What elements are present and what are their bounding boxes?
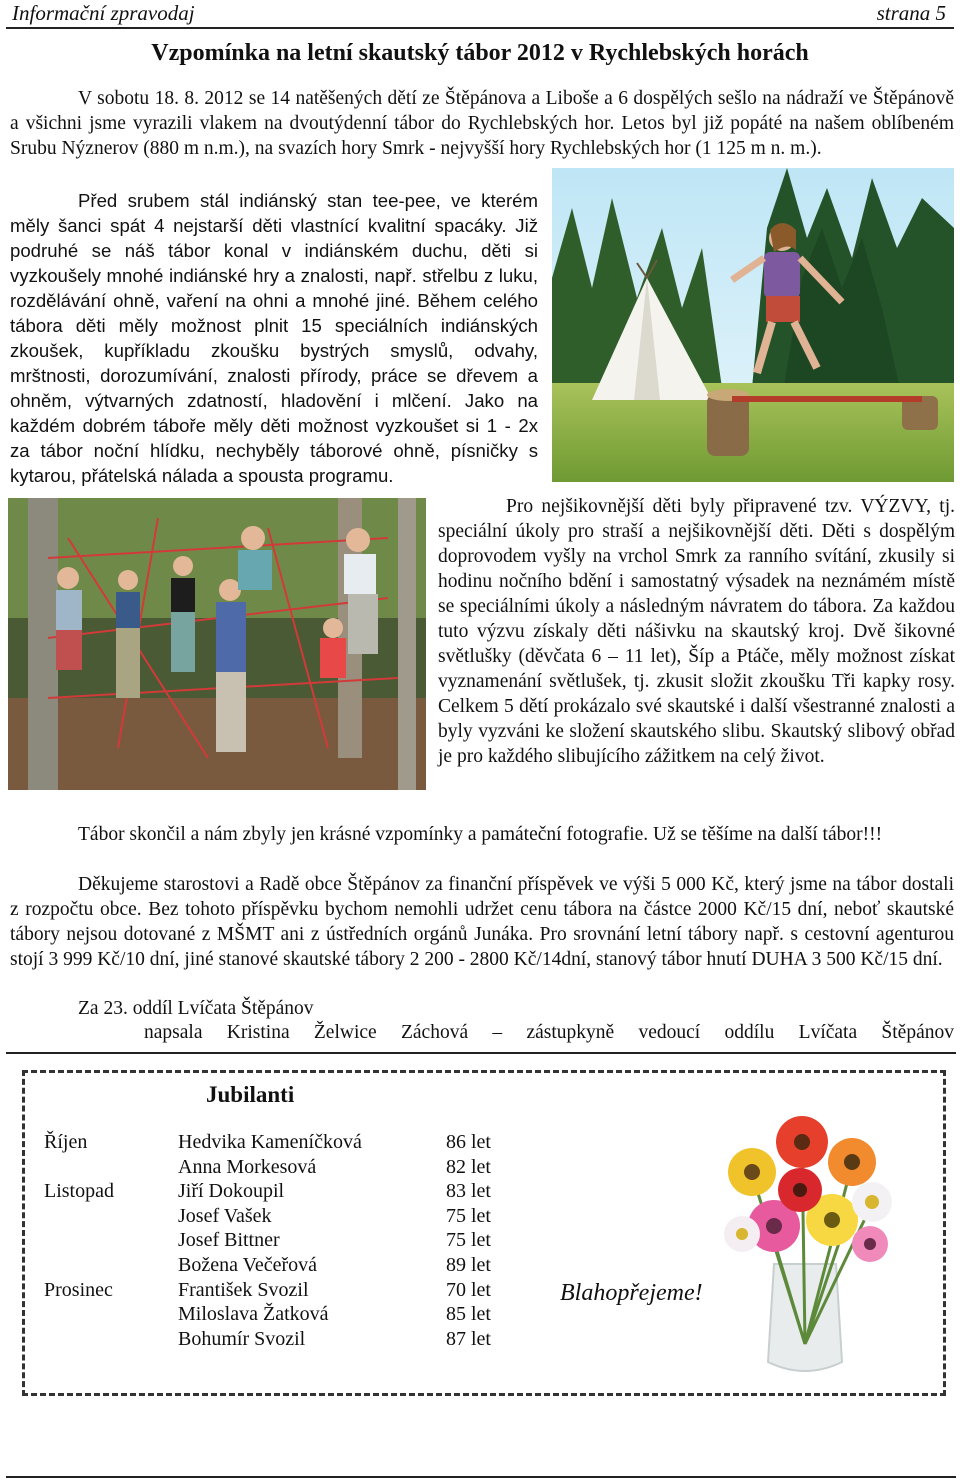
jubilant-age: 85 let [446, 1303, 491, 1326]
section-rule-bottom [6, 1476, 956, 1478]
jubilanti-title: Jubilanti [206, 1082, 295, 1107]
paragraph-challenges: Pro nejšikovnější děti byly připravené tzv. VÝZVY, tj. speciální úkoly pro straší a nejšikovnější děti. Děti s dospělým doprovodem vyšly na vrchol Smrk za ranního svítání, zkusily si hodinu nočního bdění i samostatný výsadek na neznámém místě se speciálními úkoly a následným návratem do tábora. Za každou tuto výzvu získaly děti nášivku na skautský kroj. Dvě šikovné světlušky (děvčata 6 – 11 let), Šíp a Ptáče, měly možnost získat vyznamenání světlušek, tj. zkusit složit zkoušku Tři kapky rosy. Celkem 5 dětí prokázalo své skautské i další všestranné znalosti a byly vyzváni ke složení skautského slibu. Skautský slibový obřad je pro každého slibujícího zážitkem na celý život. [438, 496, 955, 767]
header-rule [6, 27, 954, 29]
photo-teepee-image [552, 168, 954, 482]
jubilant-age: 86 let [446, 1131, 491, 1153]
section-rule-top [6, 1052, 956, 1054]
jubilant-age: 82 let [446, 1155, 491, 1178]
paragraph-intro [10, 86, 954, 161]
page-header [0, 0, 960, 30]
publication-name: Informační zpravodaj [12, 1, 195, 25]
jubilant-name: Josef Vašek [178, 1204, 272, 1227]
photo-children-net-image [8, 498, 426, 790]
jubilant-age: 75 let [446, 1204, 491, 1227]
jubilant-name: Božena Večeřová [178, 1253, 318, 1276]
jubilant-name: František Svozil [178, 1278, 309, 1301]
jubilant-name: Jiří Dokoupil [178, 1180, 285, 1203]
jubilant-age: 87 let [446, 1327, 491, 1350]
signature-author: napsala Kristina Želwice Záchová – zástupkyně vedoucí oddílu Lvíčata Štěpánov [144, 1022, 954, 1043]
jubilant-name: Bohumír Svozil [178, 1327, 306, 1350]
jubilant-age: 75 let [446, 1229, 491, 1252]
jubilant-age: 83 let [446, 1180, 491, 1203]
jubilant-month: Listopad [44, 1180, 114, 1203]
photo-children-net [8, 498, 426, 790]
article-title: Vzpomínka na letní skautský tábor 2012 v Rychlebských horách [151, 40, 809, 66]
photo-teepee [552, 168, 954, 482]
paragraph-ending: Tábor skončil a nám zbyly jen krásné vzpomínky a památeční fotografie. Už se těšíme na další tábor!!! [78, 824, 883, 845]
flower-bouquet-image [712, 1094, 898, 1380]
gerbera-vase-icon [712, 1094, 898, 1380]
jubilant-name: Anna Morkesová [178, 1155, 317, 1178]
jubilant-name: Hedvika Kameníčková [178, 1131, 362, 1153]
jubilant-age: 70 let [446, 1278, 491, 1301]
jubilant-name: Josef Bittner [178, 1229, 280, 1252]
paragraph-thanks: Děkujeme starostovi a Radě obce Štěpánov za finanční příspěvek ve výši 5 000 Kč, který jsme na tábor dostali z rozpočtu obce. Bez tohoto příspěvku bychom nemohli udržet cenu tábora na částce 2000 Kč/15 dní, neboť skautské tábory nejsou dotované z MŠMT ani z ústředních orgánů Junáka. Pro srovnání letní tábory např. s cestovní agenturou stojí 3 999 Kč/10 dní, jiné stanové skautské tábory 2 200 - 2800 Kč/14dní, stanový tábor hnutí DUHA 3 500 Kč/15 dní. [10, 874, 954, 970]
jubilant-age: 89 let [446, 1253, 491, 1276]
signature-unit: Za 23. oddíl Lvíčata Štěpánov [78, 998, 314, 1019]
jubilant-month: Říjen [44, 1131, 88, 1153]
paragraph-teepee: Před srubem stál indiánský stan tee-pee, ve kterém měly šanci spát 4 nejstarší děti vlastnící kvalitní spacáky. Již podruhé se náš tábor konal v indiánském duchu, děti si vyzkoušely mnohé indiánské hry a znalosti, např. střelbu z luku, rozdělávání ohně, vaření na ohni a mnohé jiné. Během celého tábora děti měly možnost plnit 15 speciálních indiánských zkoušek, kupříkladu zkoušku bystrých smyslů, odvahy, mrštnosti, dorozumívání, znalosti přírody, práce se dřevem a ohněm, výtvarných zdatností, hladovění i mlčení. Jako na každém dobrém táboře měly děti možnost vyzkoušet si 1 - 2x za tábor noční hlídku, nechyběly táborové ohně, písničky s kytarou, přátelská nálada a spousta programu. [10, 190, 538, 486]
jubilant-month: Prosinec [44, 1278, 113, 1301]
page-number: strana 5 [876, 1, 946, 25]
greeting-text: Blahopřejeme! [560, 1280, 703, 1306]
jubilant-name: Miloslava Žatková [178, 1303, 329, 1326]
paragraph-intro-text: V sobotu 18. 8. 2012 se 14 natěšených dětí ze Štěpánova a Liboše a 6 dospělých sešlo na nádraží ve Štěpánově a všichni jsme vyrazili vlakem na dvoutýdenní tábor do Rychlebských hor. Letos byl již popáté na našem oblíbeném Srubu Nýznerov (880 m n.m.), na svazích hory Smrk - nejvyšší hory Rychlebských hor (1 125 m n. m.). [10, 88, 954, 159]
